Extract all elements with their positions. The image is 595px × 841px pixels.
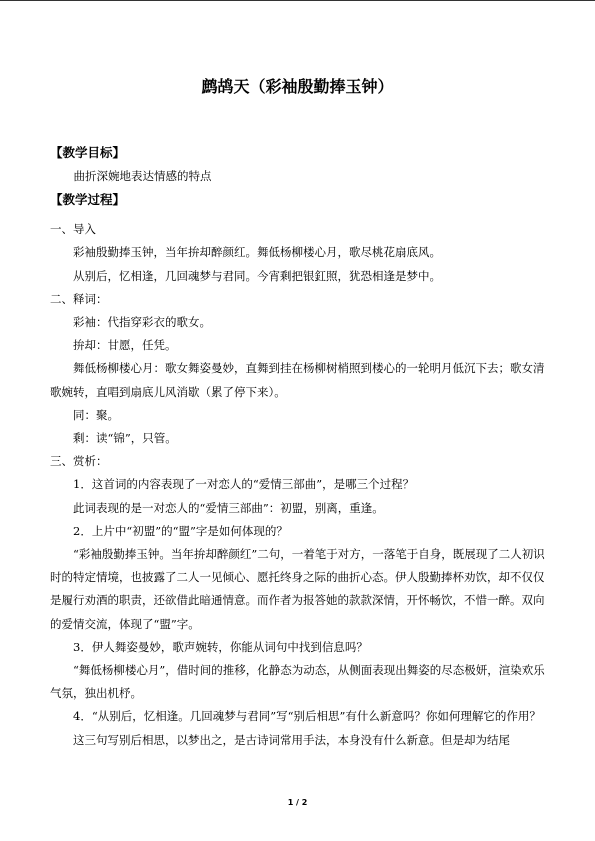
document-body — [50, 141, 547, 752]
question-line: 1．这首词的内容表现了一对恋人的“爱情三部曲”，是哪三个过程？ — [73, 477, 415, 492]
gloss-line: 拚却：甘愿，任凭。 — [73, 338, 177, 353]
answer-paragraph: “彩袖殷勤捧玉钟。当年拚却醉颜红”二句，一着笔于对方，一落笔于自身，既展现了二人初识时的特定情境，也披露了二人一见倾心、愿托终身之际的曲折心态。伊人殷勤捧杯劝饮，却不仅仅是履行劝酒的职责，还欲借此暗通情意。而作者为报答她的款款深情，开怀畅饮，不惜一醉。双向的爱情交流，体现了“盟”字。 — [50, 547, 545, 631]
question-line: 2．上片中“初盟”的“盟”字是如何体现的？ — [73, 523, 288, 538]
gloss-line: 彩袖：代指穿彩衣的歌女。 — [73, 315, 211, 330]
poem-line-1: 彩袖殷勤捧玉钟，当年拚却醉颜红。舞低杨柳楼心月，歌尽桃花扇底风。 — [73, 245, 441, 260]
answer-line: 此词表现的是一对恋人的“爱情三部曲”：初盟，别离，重逢。 — [73, 500, 384, 515]
goal-text: 曲折深婉地表达情感的特点 — [73, 169, 212, 183]
question-line: 3．伊人舞姿曼妙，歌声婉转，你能从词句中找到信息吗？ — [73, 639, 368, 654]
gloss-line: 舞低杨柳楼心月：歌女舞姿曼妙，直舞到挂在杨柳树梢照到楼心的一轮明月低沉下去；歌女清歌婉转，直唱到扇底儿风消歇（累了停下来）。 — [50, 361, 545, 399]
answer-paragraph: 这三句写别后相思，以梦出之，是古诗词常用手法，本身没有什么新意。但是却为结尾 — [73, 732, 510, 747]
section-heading-goal: 【教学目标】 — [50, 145, 126, 160]
outline-item-intro: 一、导入 — [50, 222, 96, 237]
question-line: 4．“从别后，忆相逢。几回魂梦与君同”写“别后相思”有什么新意吗？你如何理解它的作用？ — [73, 709, 541, 724]
outline-item-analysis: 三、赏析： — [50, 454, 108, 469]
gloss-line: 同：聚。 — [73, 407, 119, 422]
gloss-line: 剩：读“锦”，只管。 — [73, 431, 177, 446]
outline-item-glossary: 二、释词： — [50, 291, 108, 306]
page-title: 鹧鸪天（彩袖殷勤捧玉钟） — [201, 77, 394, 96]
answer-paragraph: “舞低杨柳楼心月”，借时间的推移，化静态为动态，从侧面表现出舞姿的尽态极妍，渲染欢乐气氛，独出机杼。 — [50, 663, 545, 701]
page-number: 1 / 2 — [287, 798, 308, 807]
poem-line-2: 从别后，忆相逢，几回魂梦与君同。今宵剩把银釭照，犹恐相逢是梦中。 — [73, 268, 441, 283]
section-heading-process: 【教学过程】 — [50, 192, 126, 208]
